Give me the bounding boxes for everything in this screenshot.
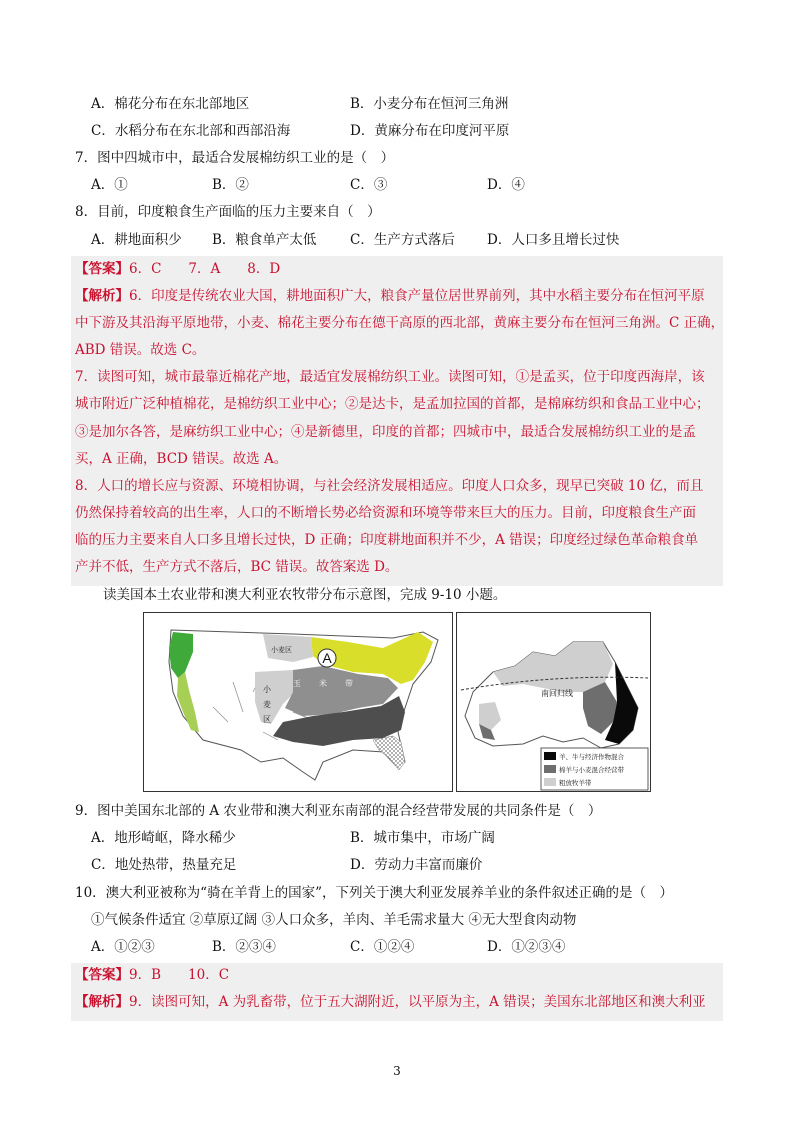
analysis-text: 6．印度是传统农业大国，耕地面积广大，粮食产量位居世界前列，其中水稻主要分布在恒河平原 xyxy=(129,288,705,304)
answer-text: 6．C 7．A 8．D xyxy=(129,261,281,277)
analysis-line: 8．人口的增长应与资源、环境相协调，与社会经济发展相适应。印度人口众多，现早已突破 10 亿，而且 xyxy=(75,478,704,494)
answer-line-1 xyxy=(75,260,280,278)
q7-option-a: A．① xyxy=(91,177,128,193)
tropic-label: 南回归线 xyxy=(541,689,573,698)
legend-label-3: 粗放牧羊带 xyxy=(559,780,592,787)
q10-option-a: A．①②③ xyxy=(91,939,155,955)
wheat-north-label: 小麦区 xyxy=(271,647,292,654)
q7-option-b: B．② xyxy=(212,177,249,193)
q9-option-c: C．地处热带，热量充足 xyxy=(91,857,237,873)
corn-label-3: 带 xyxy=(345,679,353,688)
question-7-stem: 7．图中四城市中，最适合发展棉纺织工业的是（ ） xyxy=(75,150,395,166)
wheat-west-label-1: 小 xyxy=(263,685,271,694)
analysis-line: 临的压力主要来自人口多且增长过快，D 正确；印度耕地面积并不少，A 错误；印度经过绿色革命粮食单 xyxy=(75,532,699,548)
q8-option-c: C．生产方式落后 xyxy=(350,232,455,248)
wheat-west-label-2: 麦 xyxy=(263,700,271,709)
legend-swatch-2 xyxy=(544,765,556,773)
corn-label-2: 米 xyxy=(319,679,327,688)
option-b: B．小麦分布在恒河三角洲 xyxy=(350,96,509,112)
q8-option-b: B．粮食单产太低 xyxy=(212,232,317,248)
analysis-line: 7．读图可知，城市最靠近棉花产地，最适宜发展棉纺织工业。读图可知，①是孟买，位于印度西海岸，该 xyxy=(75,369,705,385)
q9-option-a: A．地形崎岖，降水稀少 xyxy=(91,830,236,846)
analysis-text: 9．读图可知，A 为乳畜带，位于五大湖附近，以平原为主，A 错误；美国东北部地区和澳大利亚 xyxy=(129,994,706,1010)
analysis-tag: 【解析】 xyxy=(75,288,129,304)
q10-items: ①气候条件适宜 ②草原辽阔 ③人口众多，羊肉、羊毛需求量大 ④无大型食肉动物 xyxy=(91,912,577,928)
q7-option-c: C．③ xyxy=(350,177,388,193)
analysis-line: ③是加尔各答，是麻纺织工业中心；④是新德里，印度的首都；四城市中，最适合发展棉纺织工业的是孟 xyxy=(75,424,696,440)
analysis-line: 中下游及其沿海平原地带，小麦、棉花主要分布在德干高原的西北部，黄麻主要分布在恒河三角洲。C 正确， xyxy=(75,315,725,331)
analysis-line: ABD 错误。故选 C。 xyxy=(75,342,206,358)
q9-option-b: B．城市集中，市场广阔 xyxy=(350,830,495,846)
question-8-stem: 8．目前，印度粮食生产面临的压力主要来自（ ） xyxy=(75,204,381,220)
map-svg xyxy=(143,612,651,792)
figure-intro: 读美国本土农业带和澳大利亚农牧带分布示意图，完成 9-10 小题。 xyxy=(103,587,507,603)
q10-option-b: B．②③④ xyxy=(212,939,276,955)
analysis-tag: 【解析】 xyxy=(75,994,129,1010)
legend-label-2: 棉羊与小麦混合经营带 xyxy=(559,767,624,774)
analysis-line: 买，A 正确，BCD 错误。故选 A。 xyxy=(75,451,288,467)
option-c: C．水稻分布在东北部和西部沿海 xyxy=(91,123,291,139)
question-10-stem: 10．澳大利亚被称为“骑在羊背上的国家”，下列关于澳大利亚发展养羊业的条件叙述正确的是（ ） xyxy=(75,885,673,901)
q9-option-d: D．劳动力丰富而廉价 xyxy=(350,857,483,873)
answer-tag: 【答案】 xyxy=(75,261,129,277)
q8-option-a: A．耕地面积少 xyxy=(91,232,182,248)
option-d: D．黄麻分布在印度河平原 xyxy=(350,123,510,139)
analysis-line xyxy=(75,287,705,305)
option-a: A．棉花分布在东北部地区 xyxy=(91,96,250,112)
q8-option-d: D．人口多且增长过快 xyxy=(487,232,620,248)
answer-line-2 xyxy=(75,966,229,984)
wheat-west-label-3: 区 xyxy=(263,715,271,724)
analysis-line: 仍然保持着较高的出生率，人口的不断增长势必给资源和环境等带来巨大的压力。目前，印度粮食生产面 xyxy=(75,505,696,521)
analysis-line: 城市附近广泛种植棉花，是棉纺织工业中心；②是达卡，是孟加拉国的首都，是棉麻纺织和食品工业中心； xyxy=(75,396,710,412)
answer-text: 9．B 10．C xyxy=(129,967,230,983)
q10-option-d: D．①②③④ xyxy=(487,939,566,955)
legend-label-1: 羊、牛与经济作物混合 xyxy=(559,754,624,761)
legend-swatch-1 xyxy=(544,752,556,760)
q10-option-c: C．①②④ xyxy=(350,939,415,955)
question-9-stem: 9．图中美国东北部的 A 农业带和澳大利亚东南部的混合经营带发展的共同条件是（ ） xyxy=(75,803,602,819)
answer-tag: 【答案】 xyxy=(75,967,129,983)
page-number: 3 xyxy=(393,1064,401,1078)
q7-option-d: D．④ xyxy=(487,177,525,193)
analysis-line-2 xyxy=(75,993,706,1011)
agriculture-map-figure xyxy=(143,612,651,796)
analysis-line: 产并不低，生产方式不落后，BC 错误。故答案选 D。 xyxy=(75,559,399,575)
region-a-label: A xyxy=(322,650,332,666)
corn-label-1: 玉 xyxy=(293,679,301,688)
legend-swatch-3 xyxy=(544,778,556,786)
